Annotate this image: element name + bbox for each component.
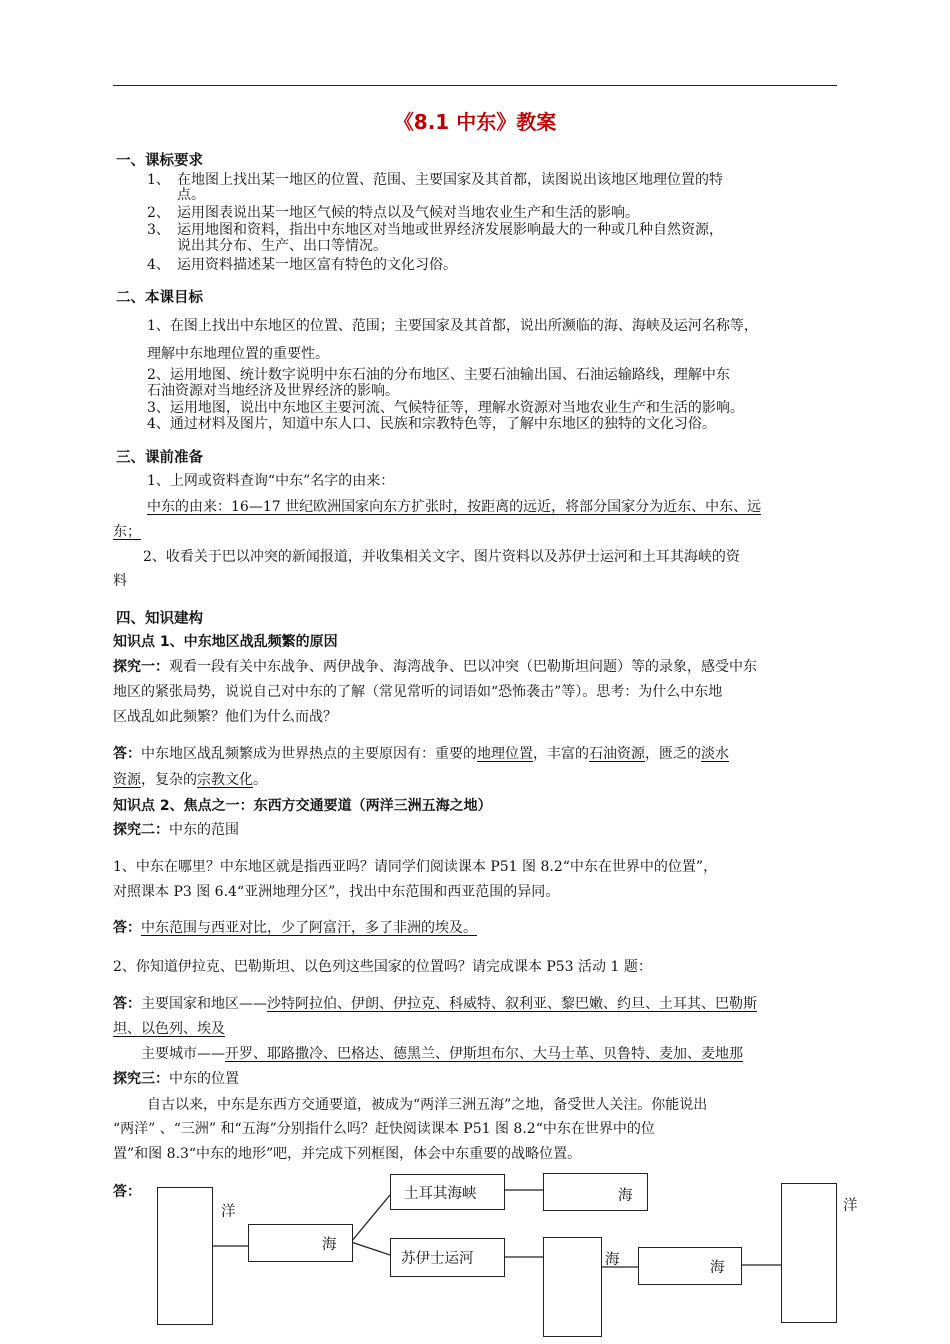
- s1-item-1-text: 在地图上找出某一地区的位置、范围、主要国家及其首都，读图说出该地区地理位置的特: [177, 172, 723, 188]
- suez-canal-label: 苏伊士运河: [401, 1251, 474, 1267]
- cities-prefix: 主要城市——: [141, 1046, 225, 1062]
- explore-3-para: 自古以来，中东是东西方交通要道，被成为“两洋三洲五海”之地，备受世人关注。你能说出: [147, 1097, 708, 1113]
- answer-1-key-religion: 宗教文化: [197, 772, 253, 788]
- page-title: 《8.1 中东》教案: [393, 110, 557, 134]
- explore-2-text: 中东的范围: [169, 822, 239, 838]
- answer-1-sep: ，匮乏的: [645, 746, 701, 762]
- answer-1-sep: ，复杂的: [141, 772, 197, 788]
- explore-1-label: 探究一：: [113, 659, 169, 675]
- s3-answer: 中东的由来：16—17 世纪欧洲国家向东方扩张时，按距离的远近，将部分国家分为近东、中东、远: [147, 499, 762, 515]
- answer-3-countries: 沙特阿拉伯、伊朗、伊拉克、科威特、叙利亚、黎巴嫩、约旦、土耳其、巴勒斯: [267, 996, 757, 1012]
- s1-item-3-text: 运用地图和资料，指出中东地区对当地或世界经济发展影响最大的一种或几种自然资源，: [177, 222, 723, 238]
- ocean-box-1[interactable]: [157, 1187, 213, 1325]
- ocean-label-1: 洋: [221, 1204, 236, 1220]
- sea-box-4[interactable]: [638, 1247, 742, 1285]
- section-4-heading: 四、知识建构: [116, 611, 203, 627]
- s2-goal-2-cont: 石油资源对当地经济及世界经济的影响。: [147, 383, 399, 399]
- s2-goal-1-cont: 理解中东地理位置的重要性。: [147, 346, 329, 362]
- s3-prep-2: 2、收看关于巴以冲突的新闻报道，并收集相关文字、图片资料以及苏伊士运河和土耳其海峡的资: [143, 549, 740, 565]
- question-1-cont: 对照课本 P3 图 6.4“亚洲地理分区”，找出中东范围和西亚范围的异同。: [113, 884, 560, 900]
- answer-3-prefix: 主要国家和地区——: [141, 996, 267, 1012]
- section-2-heading: 二、本课目标: [116, 290, 203, 306]
- s1-item-2-text: 运用图表说出某一地区气候的特点以及气候对当地农业生产和生活的影响。: [177, 205, 639, 221]
- answer-1-sep: ，丰富的: [533, 746, 589, 762]
- sea-box-1[interactable]: [248, 1224, 353, 1262]
- answer-3-cont: 坦、以色列、埃及: [113, 1021, 225, 1037]
- section-1-heading: 一、课标要求: [116, 153, 203, 169]
- s1-item-3-text-2: 说出其分布、生产、出口等情况。: [177, 238, 387, 254]
- s2-goal-1: 1、在图上找出中东地区的位置、范围；主要国家及其首都，说出所濒临的海、海峡及运河名称等，: [147, 318, 758, 334]
- s1-item-1-num: 1、: [147, 172, 170, 188]
- diagram-answer-label: 答：: [113, 1184, 141, 1200]
- explore-1-cont-2: 区战乱如此频繁？他们为什么而战？: [113, 709, 337, 725]
- question-2: 2、你知道伊拉克、巴勒斯坦、以色列这些国家的位置吗？请完成课本 P53 活动 1 题：: [113, 959, 652, 975]
- answer-1-end: 。: [253, 772, 267, 788]
- explore-2-label: 探究二：: [113, 822, 169, 838]
- s2-goal-3: 3、运用地图，说出中东地区主要河流、气候特征等，理解水资源对当地农业生产和生活的影响。: [147, 400, 744, 416]
- sea-box-3[interactable]: [543, 1237, 602, 1337]
- s1-item-4-text: 运用资料描述某一地区富有特色的文化习俗。: [177, 257, 457, 273]
- explore-1-text: 观看一段有关中东战争、两伊战争、海湾战争、巴以冲突（巴勒斯坦问题）等的录象，感受中东: [169, 659, 757, 675]
- s1-item-4-num: 4、: [147, 257, 170, 273]
- question-1: 1、中东在哪里？中东地区就是指西亚吗？请同学们阅读课本 P51 图 8.2“中东在世界中的位置”，: [113, 859, 718, 875]
- explore-3-para-3: 置”和图 8.3“中东的地形”吧，并完成下列框图，体会中东重要的战略位置。: [113, 1146, 582, 1162]
- s2-goal-4: 4、通过材料及图片，知道中东人口、民族和宗教特色等，了解中东地区的独特的文化习俗。: [147, 416, 716, 432]
- answer-2-text: 中东范围与西亚对比，少了阿富汗，多了非洲的埃及。: [141, 920, 477, 936]
- s1-item-1-text-2: 点。: [177, 187, 205, 203]
- knowledge-point-1: 知识点 1、中东地区战乱频繁的原因: [113, 634, 338, 650]
- turkish-strait-label: 土耳其海峡: [404, 1186, 477, 1202]
- s3-prep-2-cont: 料: [113, 573, 127, 589]
- answer-1-key-water-2: 资源: [113, 772, 141, 788]
- knowledge-point-2: 知识点 2、焦点之一：东西方交通要道（两洋三洲五海之地）: [113, 798, 492, 814]
- explore-3-text: 中东的位置: [169, 1071, 239, 1087]
- cities-list: 开罗、耶路撒冷、巴格达、德黑兰、伊斯坦布尔、大马士革、贝鲁特、麦加、麦地那: [225, 1046, 743, 1062]
- answer-1-key-oil: 石油资源: [589, 746, 645, 762]
- ocean-label-2: 洋: [843, 1198, 858, 1214]
- s3-answer-cont: 东；: [113, 524, 141, 540]
- s1-item-2-num: 2、: [147, 205, 170, 221]
- answer-1-text: 中东地区战乱频繁成为世界热点的主要原因有：重要的: [141, 746, 477, 762]
- s2-goal-2: 2、运用地图、统计数字说明中东石油的分布地区、主要石油输出国、石油运输路线，理解中东: [147, 367, 730, 383]
- answer-label: 答：: [113, 746, 141, 762]
- answer-label: 答：: [113, 920, 141, 936]
- sea-label-2: 海: [618, 1188, 633, 1204]
- sea-label-3: 海: [605, 1252, 620, 1268]
- answer-1-key-geo: 地理位置: [477, 746, 533, 762]
- sea-label-1: 海: [322, 1237, 337, 1253]
- section-3-heading: 三、课前准备: [116, 450, 203, 466]
- ocean-box-2[interactable]: [781, 1183, 837, 1323]
- s1-item-3-num: 3、: [147, 222, 170, 238]
- explore-1-cont: 地区的紧张局势，说说自己对中东的了解（常见常听的词语如“恐怖袭击”等）。思考：为什么中东地: [113, 684, 723, 700]
- sea-label-4: 海: [710, 1260, 725, 1276]
- explore-3-label: 探究三：: [113, 1071, 169, 1087]
- explore-3-para-2: “两洋” 、“三洲” 和“五海”分别指什么吗？赶快阅读课本 P51 图 8.2“中东在世界中的位: [113, 1121, 655, 1137]
- answer-1-key-water: 淡水: [701, 746, 729, 762]
- answer-label: 答：: [113, 996, 141, 1012]
- s3-prep-1: 1、上网或资料查询“中东”名字的由来：: [147, 473, 395, 489]
